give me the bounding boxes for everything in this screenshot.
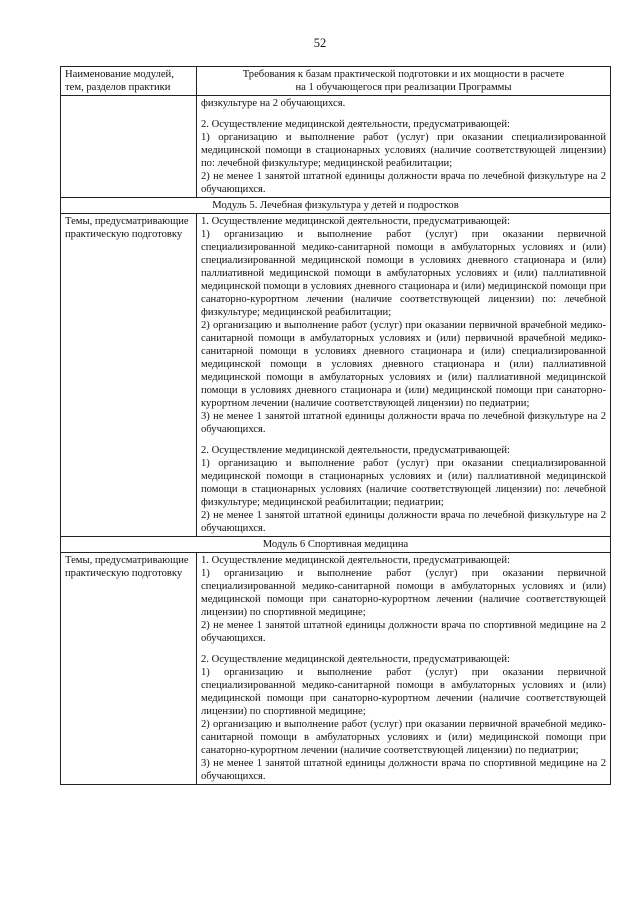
requirement-item: 2) не менее 1 занятой штатной единицы должности врача по лечебной физкультуре на 2 обучающихся. xyxy=(201,171,606,195)
requirement-item: 2) не менее 1 занятой штатной единицы должности врача по лечебной физкультуре на 2 обучающихся. xyxy=(201,510,606,534)
continuation-requirements-cell xyxy=(197,96,611,198)
page-number: 52 xyxy=(313,36,327,50)
requirement-block xyxy=(201,554,606,645)
module-title-row xyxy=(61,537,611,553)
requirement-item: 1) организацию и выполнение работ (услуг) при оказании специализированной медицинской помощи в стационарных условиях (наличие соответствующей лицензии) по: лечебной физкультуре; медицинской реабилитации; xyxy=(201,132,606,169)
table-header-row xyxy=(61,67,611,96)
module-6-requirements-cell xyxy=(197,553,611,785)
requirement-item: 2) организацию и выполнение работ (услуг) при оказании первичной врачебной медико-санитарной помощи в амбулаторных условиях и (или) первичной врачебной медико-санитарной помощи в условиях дневного стационара и (или) специализированной медицинской помощи в условиях дневного стационара и (или) паллиативной медицинской помощи в амбулаторных условиях и (или) паллиативной медицинской помощи в условиях дневного стационара и (или) медицинской помощи при санаторно-курортном лечении (наличие соответствующей лицензии) по педиатрии; xyxy=(201,320,606,409)
requirement-item: 1) организацию и выполнение работ (услуг) при оказании первичной специализированной медико-санитарной помощи в амбулаторных условиях и (или) медицинской помощи при санаторно-курортном лечении (наличие соответствующей лицензии) по спортивной медицине; xyxy=(201,667,606,717)
module-5-title: Модуль 5. Лечебная физкультура у детей и подростков xyxy=(61,198,611,214)
requirement-block-title: 1. Осуществление медицинской деятельности, предусматривающей: xyxy=(201,216,510,227)
header-requirements-line1: Требования к базам практической подготовки и их мощности в расчете xyxy=(242,69,565,80)
header-requirements-line2: на 1 обучающегося при реализации Программы xyxy=(295,82,512,93)
requirement-block-title: 1. Осуществление медицинской деятельности, предусматривающей: xyxy=(201,555,510,566)
module-5-row xyxy=(61,214,611,537)
continuation-topic-cell xyxy=(61,96,197,198)
requirement-block xyxy=(201,118,606,196)
header-modules: Наименование модулей, тем, разделов практики xyxy=(61,67,197,96)
module-6-row xyxy=(61,553,611,785)
practice-requirements-table xyxy=(60,66,611,785)
module-6-title: Модуль 6 Спортивная медицина xyxy=(61,537,611,553)
module-5-topic-cell xyxy=(61,214,197,537)
requirement-item: 1) организацию и выполнение работ (услуг) при оказании специализированной медицинской помощи в стационарных условиях и (или) паллиативной медицинской помощи в стационарных условиях (наличие соответствующей лицензии) по: лечебной физкультуре; медицинской реабилитации; педиатрии; xyxy=(201,458,606,508)
requirement-item: 2) не менее 1 занятой штатной единицы должности врача по спортивной медицине на 2 обучающихся. xyxy=(201,620,606,644)
module-title-row xyxy=(61,198,611,214)
requirement-block-title: 2. Осуществление медицинской деятельности, предусматривающей: xyxy=(201,445,510,456)
requirement-item: 2) организацию и выполнение работ (услуг) при оказании первичной врачебной медико-санитарной помощи в амбулаторных условиях и (или) медицинской помощи при санаторно-курортном лечении (наличие соответствующей лицензии) по педиатрии; xyxy=(201,719,606,756)
module-5-requirements-cell xyxy=(197,214,611,537)
requirement-block xyxy=(201,215,606,436)
requirement-item: 3) не менее 1 занятой штатной единицы должности врача по спортивной медицине на 2 обучающихся. xyxy=(201,758,606,782)
requirement-item: 1) организацию и выполнение работ (услуг) при оказании первичной специализированной медико-санитарной помощи в амбулаторных условиях и (или) специализированной медицинской помощи в условиях дневного стационара и (или) паллиативной медицинской помощи в амбулаторных условиях и (или) паллиативной медицинской помощи в условиях дневного стационара и (или) медицинской помощи при санаторно-курортном лечении (наличие соответствующей лицензии) по: лечебной физкультуре; медицинской реабилитации; xyxy=(201,229,606,318)
requirement-block-title: 2. Осуществление медицинской деятельности, предусматривающей: xyxy=(201,119,510,130)
requirement-block-title: 2. Осуществление медицинской деятельности, предусматривающей: xyxy=(201,654,510,665)
requirement-item: 1) организацию и выполнение работ (услуг) при оказании первичной специализированной медико-санитарной помощи в амбулаторных условиях и (или) медицинской помощи при санаторно-курортном лечении (наличие соответствующей лицензии) по спортивной медицине; xyxy=(201,568,606,618)
requirement-block xyxy=(201,653,606,783)
continuation-row xyxy=(61,96,611,198)
carry-line: физкультуре на 2 обучающихся. xyxy=(201,98,346,109)
requirement-item: 3) не менее 1 занятой штатной единицы должности врача по лечебной физкультуре на 2 обучающихся. xyxy=(201,411,606,435)
topic-label: Темы, предусматривающие практическую подготовку xyxy=(65,555,189,579)
topic-label: Темы, предусматривающие практическую подготовку xyxy=(65,216,189,240)
module-6-topic-cell xyxy=(61,553,197,785)
header-requirements xyxy=(197,67,611,96)
requirement-block xyxy=(201,444,606,535)
